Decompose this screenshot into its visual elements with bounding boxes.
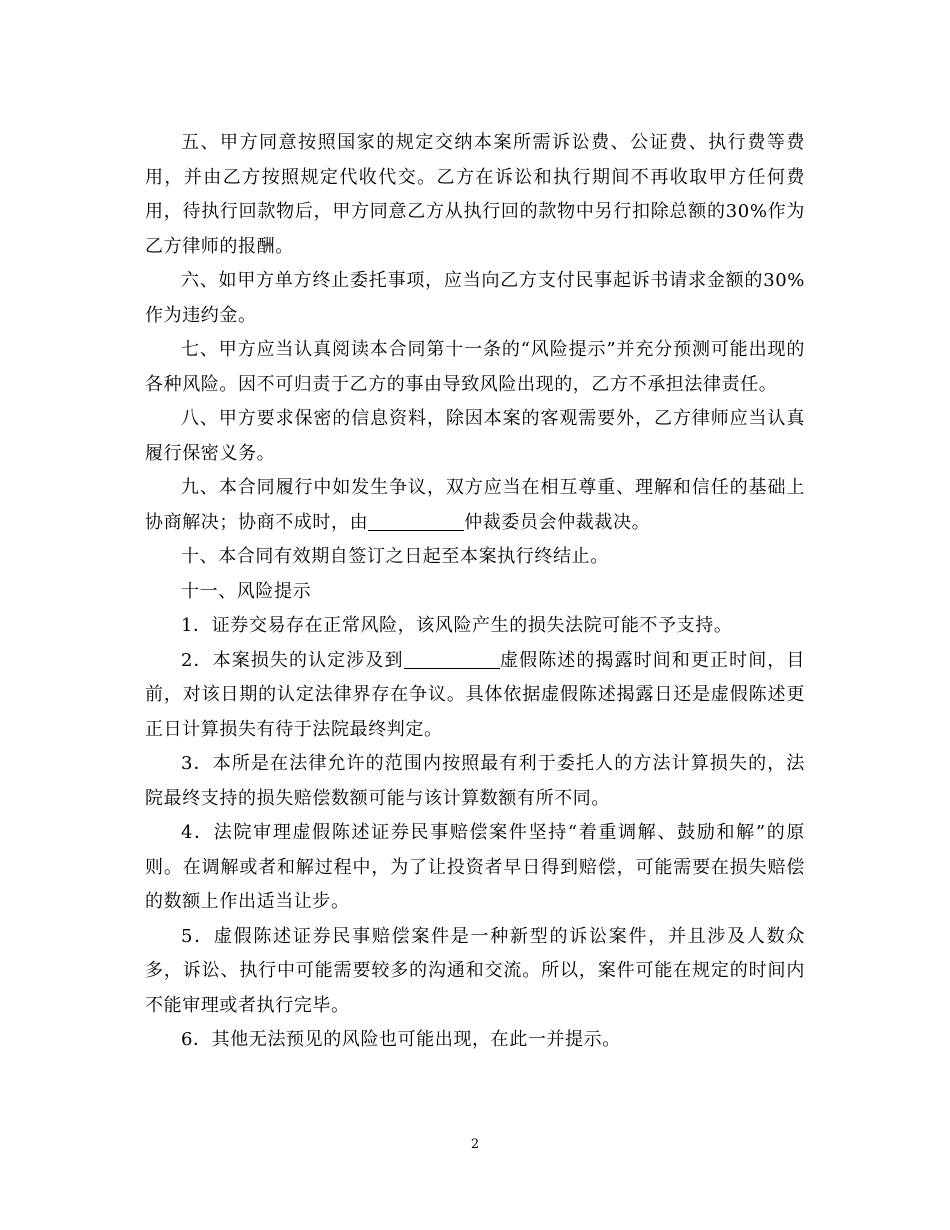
risk-item-1: 1．证券交易存在正常风险，该风险产生的损失法院可能不予支持。	[181, 615, 733, 636]
clause-9-text-before: 九、本合同履行中如发生争议，双方应当在相互尊重、理解和信任的基础上协商解决；协商不成时，由	[145, 477, 805, 533]
clause-10-validity: 十、本合同有效期自签订之日起至本案执行终结止。	[181, 546, 609, 567]
risk-item-2	[145, 644, 805, 748]
clause-6-termination: 六、如甲方单方终止委托事项，应当向乙方支付民事起诉书请求金额的30%作为违约金。	[145, 270, 805, 326]
clause-7-risk-reading: 七、甲方应当认真阅读本合同第十一条的“风险提示”并充分预测可能出现的各种风险。因不可归责于乙方的事由导致风险出现的，乙方不承担法律责任。	[145, 339, 805, 395]
clause-8-confidentiality: 八、甲方要求保密的信息资料，除因本案的客观需要外，乙方律师应当认真履行保密义务。	[145, 408, 805, 464]
clause-5-fees: 五、甲方同意按照国家的规定交纳本案所需诉讼费、公证费、执行费等费用，并由乙方按照规定代收代交。乙方在诉讼和执行期间不再收取甲方任何费用，待执行回款物后，甲方同意乙方从执行回的款物中另行扣除总额的30%作为乙方律师的报酬。	[145, 132, 805, 257]
risk-item-5: 5．虚假陈述证券民事赔偿案件是一种新型的诉讼案件，并且涉及人数众多，诉讼、执行中可能需要较多的沟通和交流。所以，案件可能在规定的时间内不能审理或者执行完毕。	[145, 925, 805, 1016]
risk-item-4: 4．法院审理虚假陈述证券民事赔偿案件坚持“着重调解、鼓励和解”的原则。在调解或者和解过程中，为了让投资者早日得到赔偿，可能需要在损失赔偿的数额上作出适当让步。	[145, 822, 805, 912]
clause-9-dispute	[145, 471, 805, 540]
document-body	[145, 126, 805, 1058]
page-number: 2	[470, 1137, 480, 1152]
risk-item-3: 3．本所是在法律允许的范围内按照最有利于委托人的方法计算损失的，法院最终支持的损失赔偿数额可能与该计算数额有所不同。	[145, 753, 805, 809]
risk-item-6: 6．其他无法预见的风险也可能出现，在此一并提示。	[181, 1029, 621, 1050]
clause-11-heading: 十一、风险提示	[181, 580, 312, 602]
risk-item-2-text-before: 2．本案损失的认定涉及到	[181, 649, 404, 671]
arbitration-blank	[368, 510, 464, 531]
company-blank	[404, 648, 500, 669]
risk-item-2-text-after: 虚假陈述的揭露时间和更正时间，目前，对该日期的认定法律界存在争议。具体依据虚假陈述揭露日还是虚假陈述更正日计算损失有待于法院最终判定。	[145, 649, 805, 740]
clause-9-text-after: 仲裁委员会仲裁裁决。	[464, 511, 651, 533]
